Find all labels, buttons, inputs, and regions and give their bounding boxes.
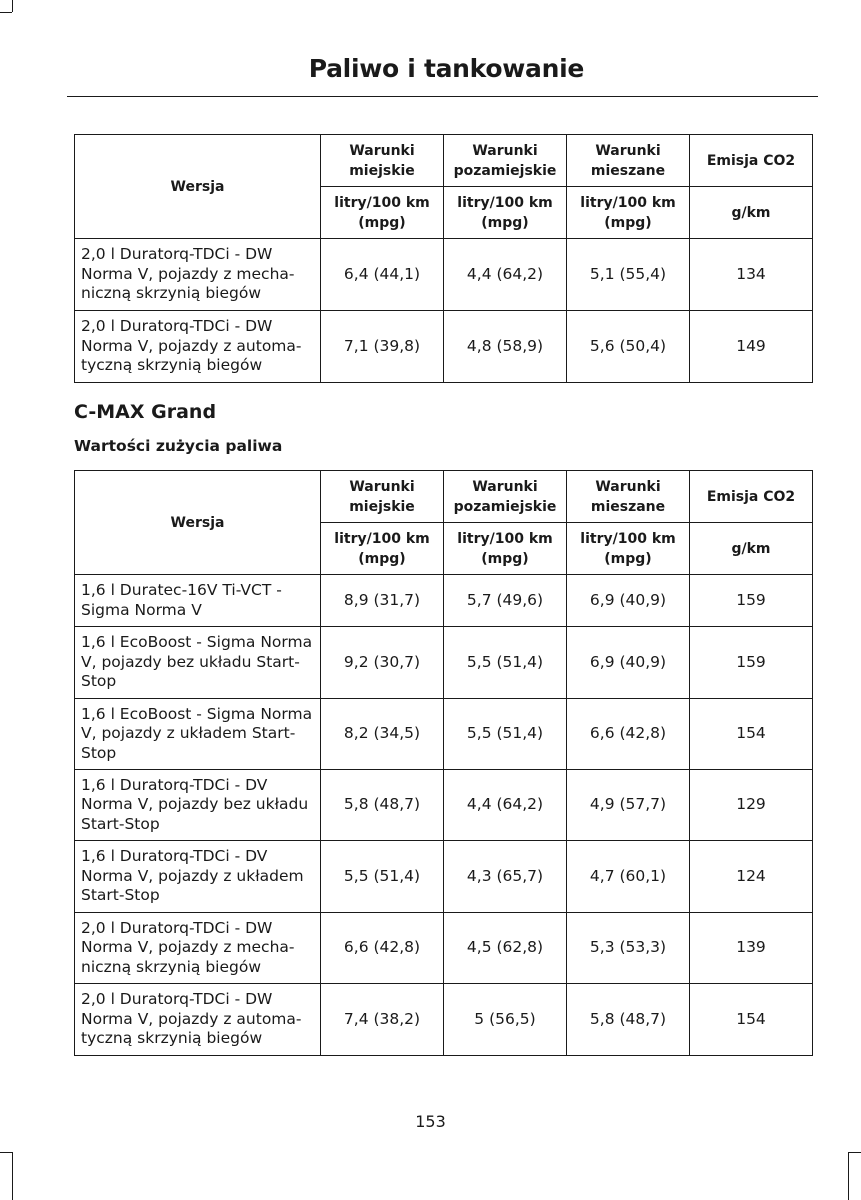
cell-city: 7,1 (39,8) [321,311,444,383]
cell-combined: 6,6 (42,8) [567,699,690,770]
cell-co2: 154 [690,984,813,1056]
crop-mark-bottom-right-h [848,1152,861,1153]
page-title: Paliwo i tankowanie [308,54,584,83]
table-row [75,239,813,311]
table-row [75,627,813,699]
cell-combined: 4,9 (57,7) [567,770,690,841]
cell-city: 8,2 (34,5) [321,699,444,770]
header-version: Wersja [75,471,321,575]
table-row [75,575,813,627]
cell-co2: 134 [690,239,813,311]
cell-city: 6,4 (44,1) [321,239,444,311]
cell-version: 2,0 l Duratorq-TDCi - DW Norma V, pojazdy z mechaniczną skrzynią biegów [75,239,321,311]
table-row [75,984,813,1056]
cell-highway: 4,8 (58,9) [444,311,567,383]
unit-combined: litry/100 km (mpg) [567,187,690,239]
cell-version: 1,6 l Duratorq-TDCi - DV Norma V, pojazdy bez układu Start-Stop [75,770,321,841]
crop-mark-bottom-left-h [0,1152,12,1153]
section-subheading: Wartości zużycia paliwa [74,437,283,455]
crop-mark-bottom-left-v [12,1152,13,1200]
cell-combined: 5,6 (50,4) [567,311,690,383]
cell-highway: 5,5 (51,4) [444,699,567,770]
cell-co2: 139 [690,913,813,984]
unit-city: litry/100 km (mpg) [321,523,444,575]
section-heading: C-MAX Grand [74,401,217,423]
cell-combined: 6,9 (40,9) [567,627,690,699]
cell-highway: 4,4 (64,2) [444,770,567,841]
fuel-table-previous-model [74,134,813,383]
cell-combined: 5,1 (55,4) [567,239,690,311]
cell-co2: 159 [690,575,813,627]
cell-version: 1,6 l Duratorq-TDCi - DV Norma V, pojazdy z układem Start-Stop [75,841,321,913]
cell-city: 5,8 (48,7) [321,770,444,841]
header-combined: Warunki mieszane [567,471,690,523]
cell-co2: 154 [690,699,813,770]
cell-highway: 4,3 (65,7) [444,841,567,913]
cell-version: 1,6 l EcoBoost - Sigma Norma V, pojazdy z układem Start-Stop [75,699,321,770]
unit-co2: g/km [690,187,813,239]
table-row [75,311,813,383]
cell-co2: 159 [690,627,813,699]
header-city: Warunki miejskie [321,471,444,523]
cell-combined: 6,9 (40,9) [567,575,690,627]
table-row [75,841,813,913]
cell-version: 1,6 l Duratec-16V Ti-VCT - Sigma Norma V [75,575,321,627]
header-highway: Warunki pozamiejskie [444,471,567,523]
crop-mark-bottom-right-v [848,1152,849,1200]
cell-co2: 149 [690,311,813,383]
header-combined: Warunki mieszane [567,135,690,187]
cell-combined: 5,3 (53,3) [567,913,690,984]
cell-highway: 5 (56,5) [444,984,567,1056]
unit-city: litry/100 km (mpg) [321,187,444,239]
unit-highway: litry/100 km (mpg) [444,187,567,239]
crop-mark-top-left-h [0,12,12,13]
table-row [75,913,813,984]
header-city: Warunki miejskie [321,135,444,187]
cell-combined: 5,8 (48,7) [567,984,690,1056]
cell-city: 6,6 (42,8) [321,913,444,984]
cell-highway: 5,5 (51,4) [444,627,567,699]
cell-version: 1,6 l EcoBoost - Sigma Norma V, pojazdy bez układu Start-Stop [75,627,321,699]
cell-co2: 124 [690,841,813,913]
unit-combined: litry/100 km (mpg) [567,523,690,575]
table-row [75,699,813,770]
header-highway: Warunki pozamiejskie [444,135,567,187]
cell-co2: 129 [690,770,813,841]
cell-city: 5,5 (51,4) [321,841,444,913]
unit-highway: litry/100 km (mpg) [444,523,567,575]
cell-city: 8,9 (31,7) [321,575,444,627]
cell-highway: 4,4 (64,2) [444,239,567,311]
cell-version: 2,0 l Duratorq-TDCi - DW Norma V, pojazdy z automatyczną skrzynią biegów [75,311,321,383]
page-number: 153 [415,1112,446,1131]
header-co2: Emisja CO2 [690,135,813,187]
cell-highway: 4,5 (62,8) [444,913,567,984]
cell-city: 7,4 (38,2) [321,984,444,1056]
unit-co2: g/km [690,523,813,575]
title-divider [67,96,818,97]
cell-version: 2,0 l Duratorq-TDCi - DW Norma V, pojazdy z automatyczną skrzynią biegów [75,984,321,1056]
header-co2: Emisja CO2 [690,471,813,523]
crop-mark-top-left-v [12,0,13,12]
header-version: Wersja [75,135,321,239]
cell-city: 9,2 (30,7) [321,627,444,699]
cell-highway: 5,7 (49,6) [444,575,567,627]
cell-version: 2,0 l Duratorq-TDCi - DW Norma V, pojazdy z mechaniczną skrzynią biegów [75,913,321,984]
table-row [75,770,813,841]
cell-combined: 4,7 (60,1) [567,841,690,913]
fuel-table-cmax-grand [74,470,813,1056]
